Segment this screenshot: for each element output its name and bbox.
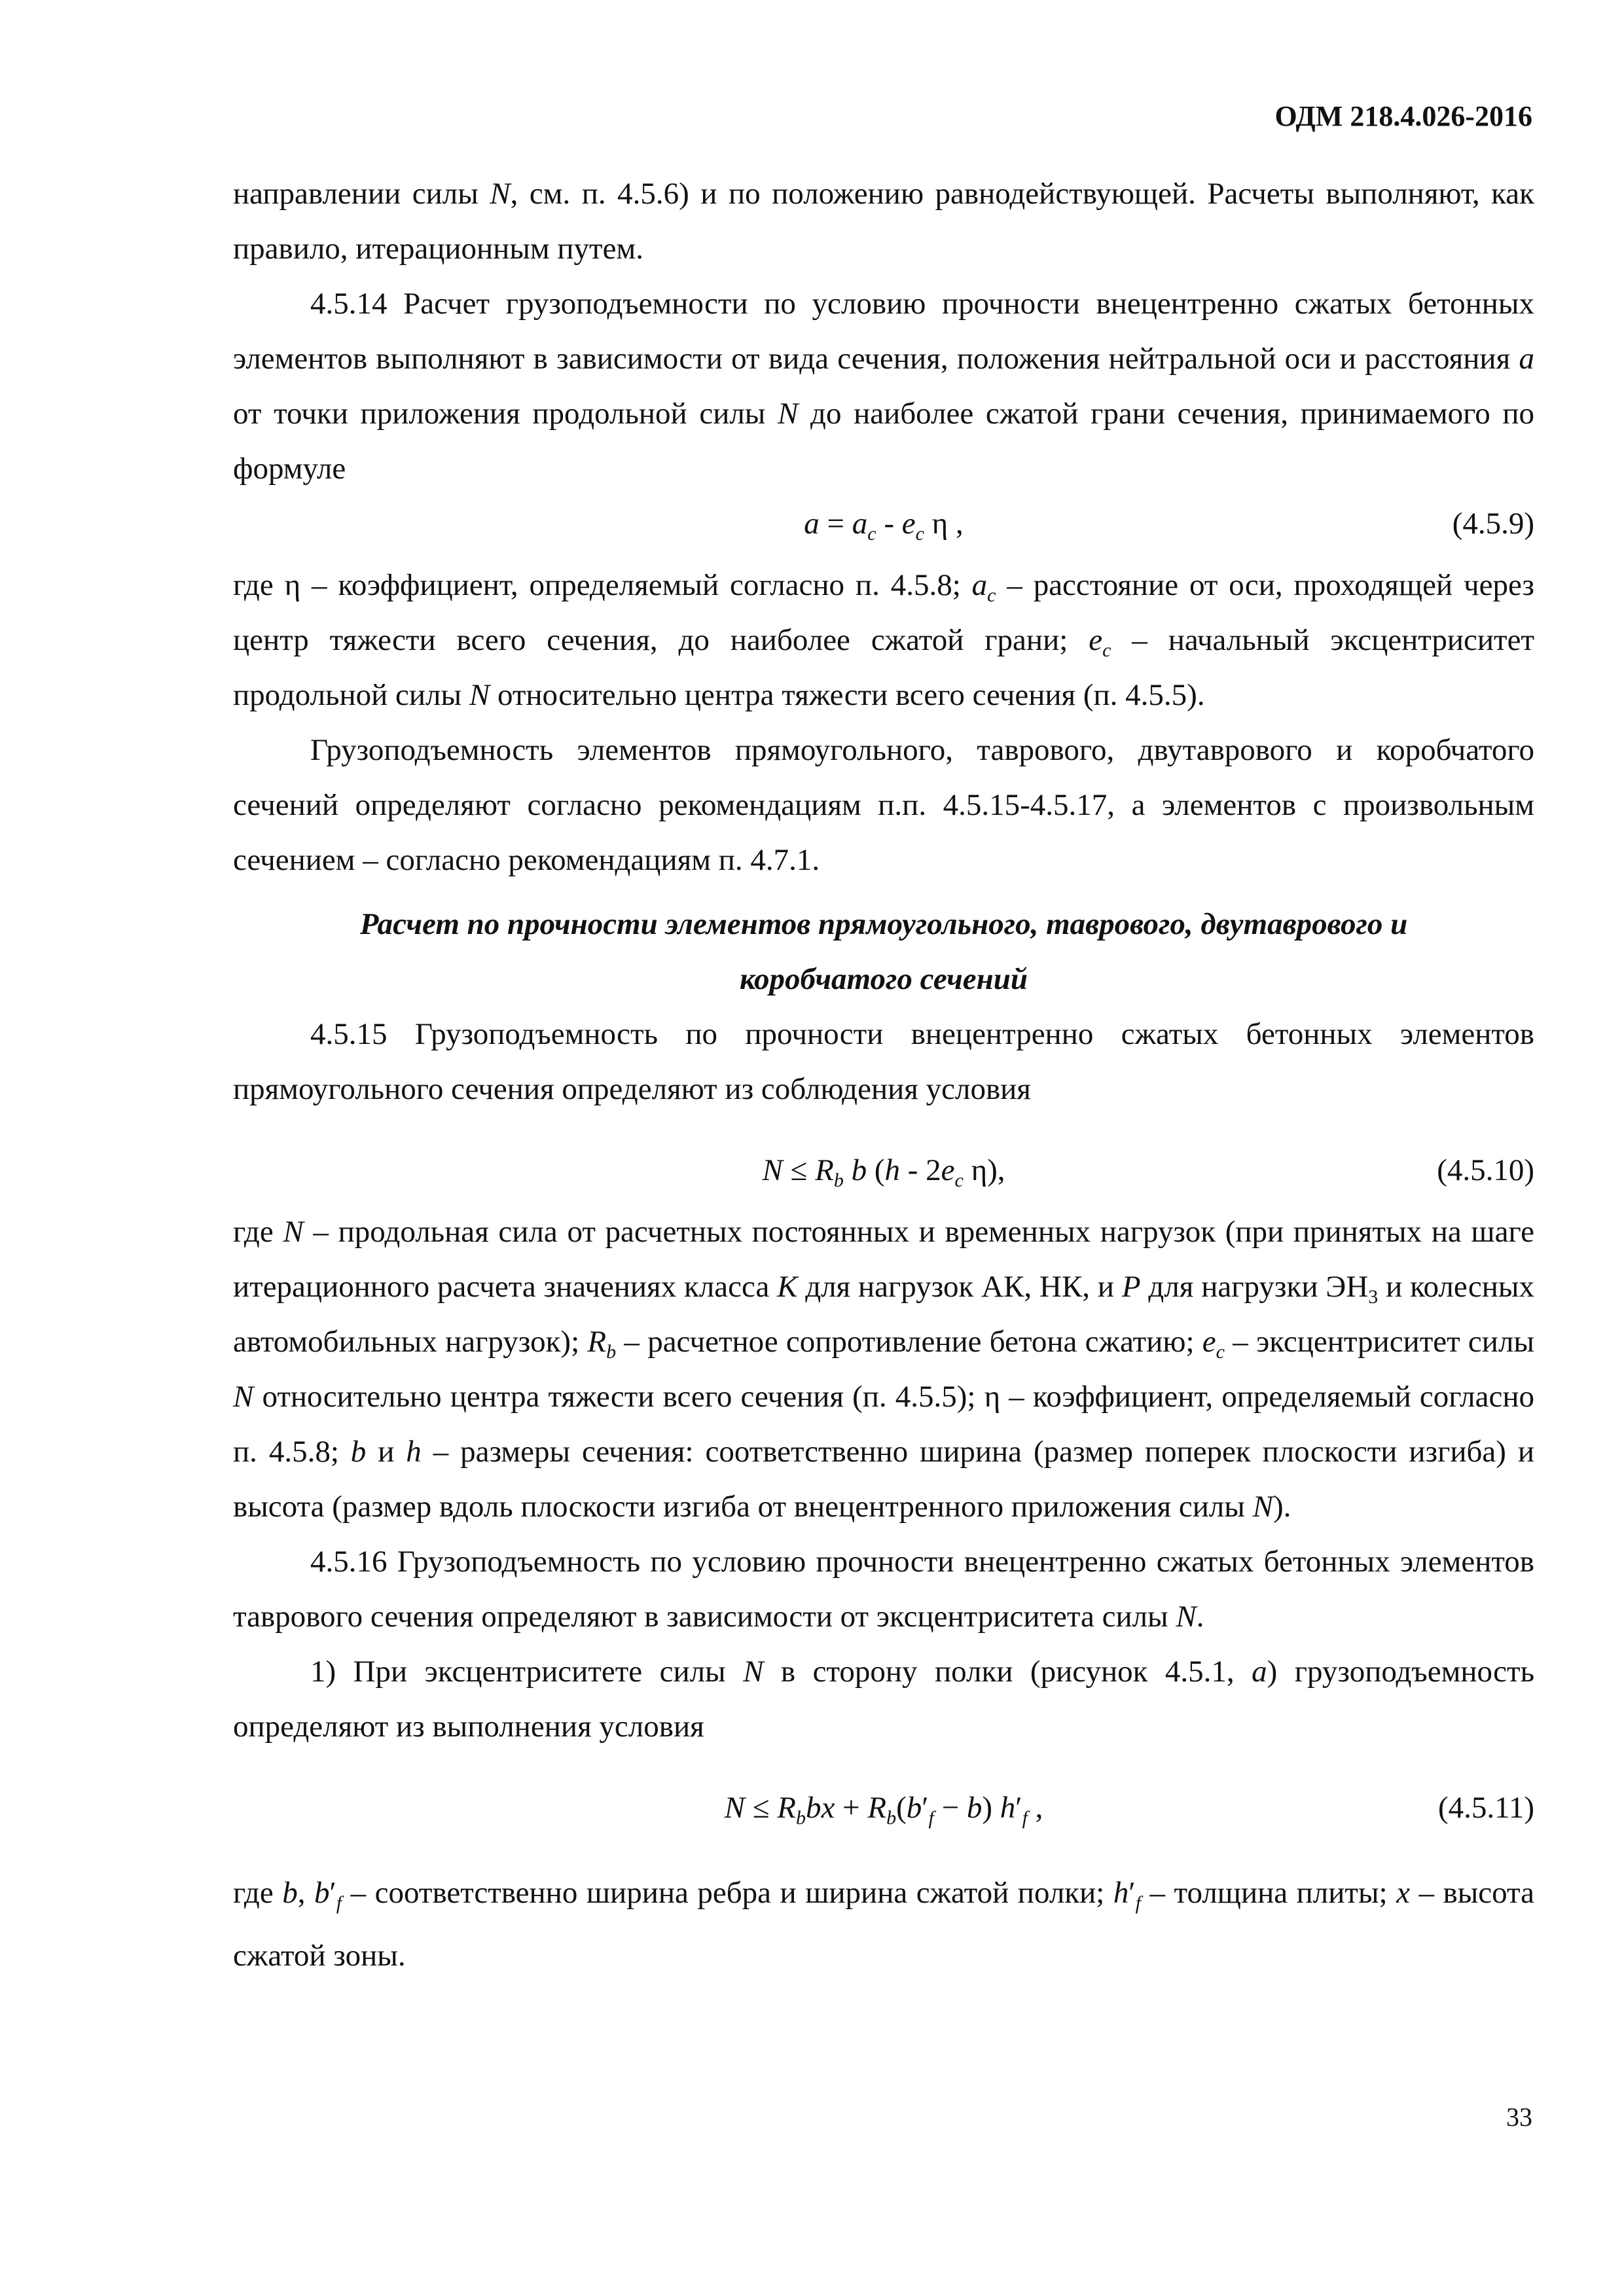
- formula: $a = a_c - e_c$ η ,: [804, 507, 964, 545]
- section-heading: Расчет по прочности элементов прямоугольного, таврового, двутаврового и коробчатого сечений: [359, 907, 1408, 996]
- paragraph-4-5-14: 4.5.14 Расчет грузоподъемности по условию прочности внецентренно сжатых бетонных элементов выполняют в зависимости от вида сечения, положения нейтральной оси и расстояния a от точки приложения продольной силы N до наиболее сжатой грани сечения, принимаемого по формуле: [233, 287, 1534, 486]
- equation-number: (4.5.10): [1437, 1153, 1534, 1187]
- paragraph-case-1: 1) При эксцентриситете силы N в сторону полки (рисунок 4.5.1, а) грузоподъемность определяют из выполнения условия: [233, 1655, 1534, 1744]
- equation-number: (4.5.9): [1452, 507, 1534, 541]
- document-code: ОДМ 218.4.026-2016: [1274, 100, 1532, 132]
- equation-4-5-11: [233, 1780, 1534, 1835]
- paragraph-4-5-16: 4.5.16 Грузоподъемность по условию прочности внецентренно сжатых бетонных элементов таврового сечения определяют в зависимости от эксцентриситета силы N.: [233, 1545, 1534, 1634]
- page-number: 33: [1506, 2102, 1532, 2132]
- body-text: [233, 166, 1534, 1987]
- equation-4-5-10: [233, 1143, 1534, 1198]
- paragraph-load-capacity: Грузоподъемность элементов прямоугольного, таврового, двутаврового и коробчатого сечений определяют согласно рекомендациям п.п. 4.5.15-4.5.17, а элементов с произвольным сечением – согласно рекомендациям п. 4.7.1.: [233, 733, 1534, 877]
- formula: $N \le R_b$ b ($h - 2e_c$ η),: [762, 1153, 1005, 1191]
- equation-number: (4.5.11): [1437, 1791, 1534, 1825]
- paragraph-where-b: где b, $b'_f$ – соответственно ширина ребра и ширина сжатой полки; $h'_f$ – толщина плиты; x – высота сжатой зоны.: [233, 1876, 1535, 1973]
- formula: $N \le R_bbx + R_b(b'_f - b)$ $h'_f$ ,: [724, 1791, 1043, 1829]
- paragraph-4-5-15: 4.5.15 Грузоподъемность по прочности внецентренно сжатых бетонных элементов прямоугольного сечения определяют из соблюдения условия: [233, 1017, 1534, 1106]
- paragraph-continuation: направлении силы N, см. п. 4.5.6) и по положению равнодействующей. Расчеты выполняют, как правило, итерационным путем.: [233, 177, 1534, 266]
- equation-4-5-9: [233, 496, 1534, 551]
- paragraph-where-eta: где η – коэффициент, определяемый согласно п. 4.5.8; $a_c$ – расстояние от оси, проходящей через центр тяжести всего сечения, до наиболее сжатой грани; $e_c$ – начальный эксцентриситет продольной силы N относительно центра тяжести всего сечения (п. 4.5.5).: [233, 568, 1534, 712]
- paragraph-where-N: где N – продольная сила от расчетных постоянных и временных нагрузок (при принятых на шаге итерационного расчета значениях класса К для нагрузок АК, НК, и Р для нагрузки $ЭН_3$ и колесных автомобильных нагрузок); $R_b$ – расчетное сопротивление бетона сжатию; $e_c$ – эксцентриситет силы N относительно центра тяжести всего сечения (п. 4.5.5); η – коэффициент, определяемый согласно п. 4.5.8; b и h – размеры сечения: соответственно ширина (размер поперек плоскости изгиба) и высота (размер вдоль плоскости изгиба от внецентренного приложения силы N).: [233, 1215, 1535, 1524]
